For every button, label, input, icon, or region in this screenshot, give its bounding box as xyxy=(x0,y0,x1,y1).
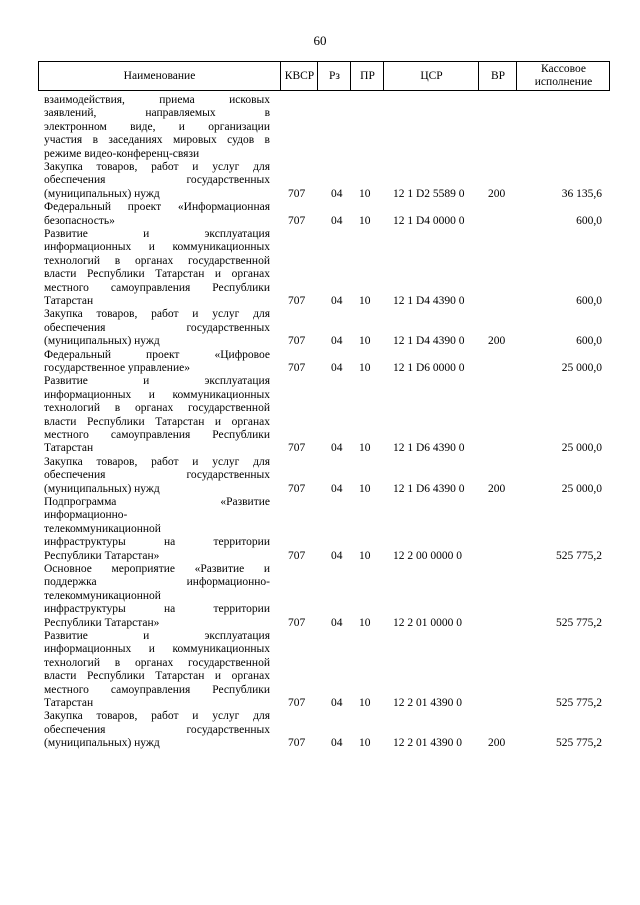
cell-pr: 10 xyxy=(359,482,371,495)
row-name-line: Развитие и эксплуатация xyxy=(44,630,270,642)
row-name-line: Республики Татарстан» xyxy=(44,549,160,562)
cell-sum: 25 000,0 xyxy=(561,442,602,455)
cell-pr: 10 xyxy=(359,549,371,562)
cell-sum: 525 775,2 xyxy=(556,549,602,562)
cell-csr: 12 2 01 4390 0 xyxy=(393,737,462,750)
row-name-line: телекоммуникационной xyxy=(44,589,161,602)
table-row xyxy=(44,496,608,563)
row-name xyxy=(44,308,270,348)
header-rz: Рз xyxy=(317,62,351,90)
cell-pr: 10 xyxy=(359,442,371,455)
header-name: Наименование xyxy=(123,69,196,82)
row-name-line: государственное управление» xyxy=(44,362,190,374)
row-name xyxy=(44,563,270,630)
cell-csr: 12 1 D4 0000 0 xyxy=(393,214,465,227)
row-name-line: информационно- xyxy=(44,509,128,522)
cell-pr: 10 xyxy=(359,616,371,629)
row-name-line: информационных и коммуникационных xyxy=(44,643,270,656)
row-name-line: (муниципальных) нужд xyxy=(44,187,160,200)
row-name xyxy=(44,201,270,228)
row-name xyxy=(44,161,270,201)
row-name-line: Закупка товаров, работ и услуг для xyxy=(44,308,270,321)
cell-csr: 12 1 D6 4390 0 xyxy=(393,442,465,455)
row-name-line: заявлений, направляемых в xyxy=(44,107,270,120)
cell-rz: 04 xyxy=(331,335,343,348)
header-vr: ВР xyxy=(478,62,517,90)
row-name-line: безопасность» xyxy=(44,214,115,227)
cell-csr: 12 2 01 4390 0 xyxy=(393,696,462,709)
table-row xyxy=(44,710,608,750)
row-name-line: Закупка товаров, работ и услуг для xyxy=(44,455,270,468)
table-row xyxy=(44,308,608,348)
cell-kvsr: 707 xyxy=(288,214,306,227)
cell-pr: 10 xyxy=(359,214,371,227)
row-name xyxy=(44,710,270,750)
cell-sum: 600,0 xyxy=(576,294,602,307)
cell-csr: 12 2 00 0000 0 xyxy=(393,549,462,562)
row-name-line: взаимодействия, приема исковых xyxy=(44,94,270,106)
cell-vr: 200 xyxy=(488,335,506,348)
header-pr: ПР xyxy=(350,62,384,90)
cell-rz: 04 xyxy=(331,696,343,709)
table-row xyxy=(44,456,608,496)
row-name-line: местного самоуправления Республики xyxy=(44,281,270,294)
cell-pr: 10 xyxy=(359,294,371,307)
row-name-line: Развитие и эксплуатация xyxy=(44,375,270,388)
row-name xyxy=(44,228,270,308)
table-header xyxy=(38,61,610,91)
cell-csr: 12 1 D6 0000 0 xyxy=(393,361,465,374)
cell-csr: 12 1 D2 5589 0 xyxy=(393,187,465,200)
cell-sum: 525 775,2 xyxy=(556,696,602,709)
row-name-line: власти Республики Татарстан и органах xyxy=(44,268,270,281)
row-name-line: Федеральный проект «Информационная xyxy=(44,201,270,214)
row-name-line: Татарстан xyxy=(44,697,94,710)
cell-sum: 600,0 xyxy=(576,335,602,348)
row-name-line: информационных и коммуникационных xyxy=(44,241,270,254)
row-name-line: власти Республики Татарстан и органах xyxy=(44,670,270,683)
table-row xyxy=(44,94,608,161)
row-name-line: технологий в органах государственной xyxy=(44,254,270,267)
row-name-line: Федеральный проект «Цифровое xyxy=(44,348,270,361)
row-name-line: Татарстан xyxy=(44,295,94,308)
row-name-line: Развитие и эксплуатация xyxy=(44,228,270,240)
row-name-line: (муниципальных) нужд xyxy=(44,482,160,495)
cell-rz: 04 xyxy=(331,549,343,562)
row-name xyxy=(44,349,270,376)
row-name-line: (муниципальных) нужд xyxy=(44,737,160,750)
row-name-line: (муниципальных) нужд xyxy=(44,335,160,348)
header-kvsr: КВСР xyxy=(280,62,318,90)
row-name xyxy=(44,375,270,455)
row-name xyxy=(44,630,270,710)
cell-kvsr: 707 xyxy=(288,696,306,709)
cell-pr: 10 xyxy=(359,696,371,709)
cell-kvsr: 707 xyxy=(288,616,306,629)
cell-kvsr: 707 xyxy=(288,361,306,374)
cell-rz: 04 xyxy=(331,361,343,374)
row-name-line: местного самоуправления Республики xyxy=(44,429,270,442)
row-name xyxy=(44,456,270,496)
cell-rz: 04 xyxy=(331,294,343,307)
row-name-line: обеспечения государственных xyxy=(44,469,270,482)
cell-kvsr: 707 xyxy=(288,294,306,307)
row-name-line: Татарстан xyxy=(44,442,94,455)
cell-kvsr: 707 xyxy=(288,549,306,562)
row-name-line: обеспечения государственных xyxy=(44,723,270,736)
cell-rz: 04 xyxy=(331,214,343,227)
cell-rz: 04 xyxy=(331,482,343,495)
cell-vr: 200 xyxy=(488,187,506,200)
row-name-line: Подпрограмма «Развитие xyxy=(44,496,270,508)
row-name-line: обеспечения государственных xyxy=(44,321,270,334)
row-name-line: технологий в органах государственной xyxy=(44,402,270,415)
table-row xyxy=(44,630,608,710)
cell-pr: 10 xyxy=(359,361,371,374)
row-name-line: инфраструктуры на территории xyxy=(44,603,270,616)
cell-kvsr: 707 xyxy=(288,737,306,750)
row-name-line: информационных и коммуникационных xyxy=(44,388,270,401)
row-name-line: власти Республики Татарстан и органах xyxy=(44,415,270,428)
cell-sum: 525 775,2 xyxy=(556,616,602,629)
cell-kvsr: 707 xyxy=(288,187,306,200)
row-name xyxy=(44,94,270,161)
header-csr: ЦСР xyxy=(383,62,479,90)
table-row xyxy=(44,161,608,201)
cell-csr: 12 1 D6 4390 0 xyxy=(393,482,465,495)
table-row xyxy=(44,228,608,308)
cell-pr: 10 xyxy=(359,187,371,200)
cell-csr: 12 1 D4 4390 0 xyxy=(393,294,465,307)
row-name-line: режиме видео-конференц-связи xyxy=(44,147,200,160)
cell-sum: 25 000,0 xyxy=(561,361,602,374)
header-sum: Кассовое исполнение xyxy=(516,62,610,90)
row-name xyxy=(44,496,270,563)
cell-sum: 525 775,2 xyxy=(556,737,602,750)
row-name-line: инфраструктуры на территории xyxy=(44,536,270,549)
cell-kvsr: 707 xyxy=(288,442,306,455)
row-name-line: телекоммуникационной xyxy=(44,522,161,535)
cell-rz: 04 xyxy=(331,187,343,200)
table-row xyxy=(44,201,608,228)
cell-sum: 25 000,0 xyxy=(561,482,602,495)
row-name-line: местного самоуправления Республики xyxy=(44,683,270,696)
cell-vr: 200 xyxy=(488,482,506,495)
cell-csr: 12 2 01 0000 0 xyxy=(393,616,462,629)
row-name-line: поддержка информационно- xyxy=(44,576,270,589)
cell-rz: 04 xyxy=(331,616,343,629)
row-name-line: технологий в органах государственной xyxy=(44,656,270,669)
cell-sum: 36 135,6 xyxy=(561,187,602,200)
page-number: 60 xyxy=(313,33,327,48)
row-name-line: Основное мероприятие «Развитие и xyxy=(44,563,270,575)
cell-pr: 10 xyxy=(359,335,371,348)
row-name-line: электронном виде, и организации xyxy=(44,120,270,133)
row-name-line: Республики Татарстан» xyxy=(44,616,160,629)
cell-kvsr: 707 xyxy=(288,335,306,348)
row-name-line: участия в заседаниях мировых судов в xyxy=(44,134,270,147)
table-row xyxy=(44,563,608,630)
table-row xyxy=(44,375,608,455)
cell-csr: 12 1 D4 4390 0 xyxy=(393,335,465,348)
row-name-line: Закупка товаров, работ и услуг для xyxy=(44,161,270,173)
row-name-line: обеспечения государственных xyxy=(44,174,270,187)
cell-kvsr: 707 xyxy=(288,482,306,495)
cell-rz: 04 xyxy=(331,737,343,750)
cell-pr: 10 xyxy=(359,737,371,750)
cell-sum: 600,0 xyxy=(576,214,602,227)
row-name-line: Закупка товаров, работ и услуг для xyxy=(44,710,270,723)
table-row xyxy=(44,349,608,376)
cell-rz: 04 xyxy=(331,442,343,455)
cell-vr: 200 xyxy=(488,737,506,750)
